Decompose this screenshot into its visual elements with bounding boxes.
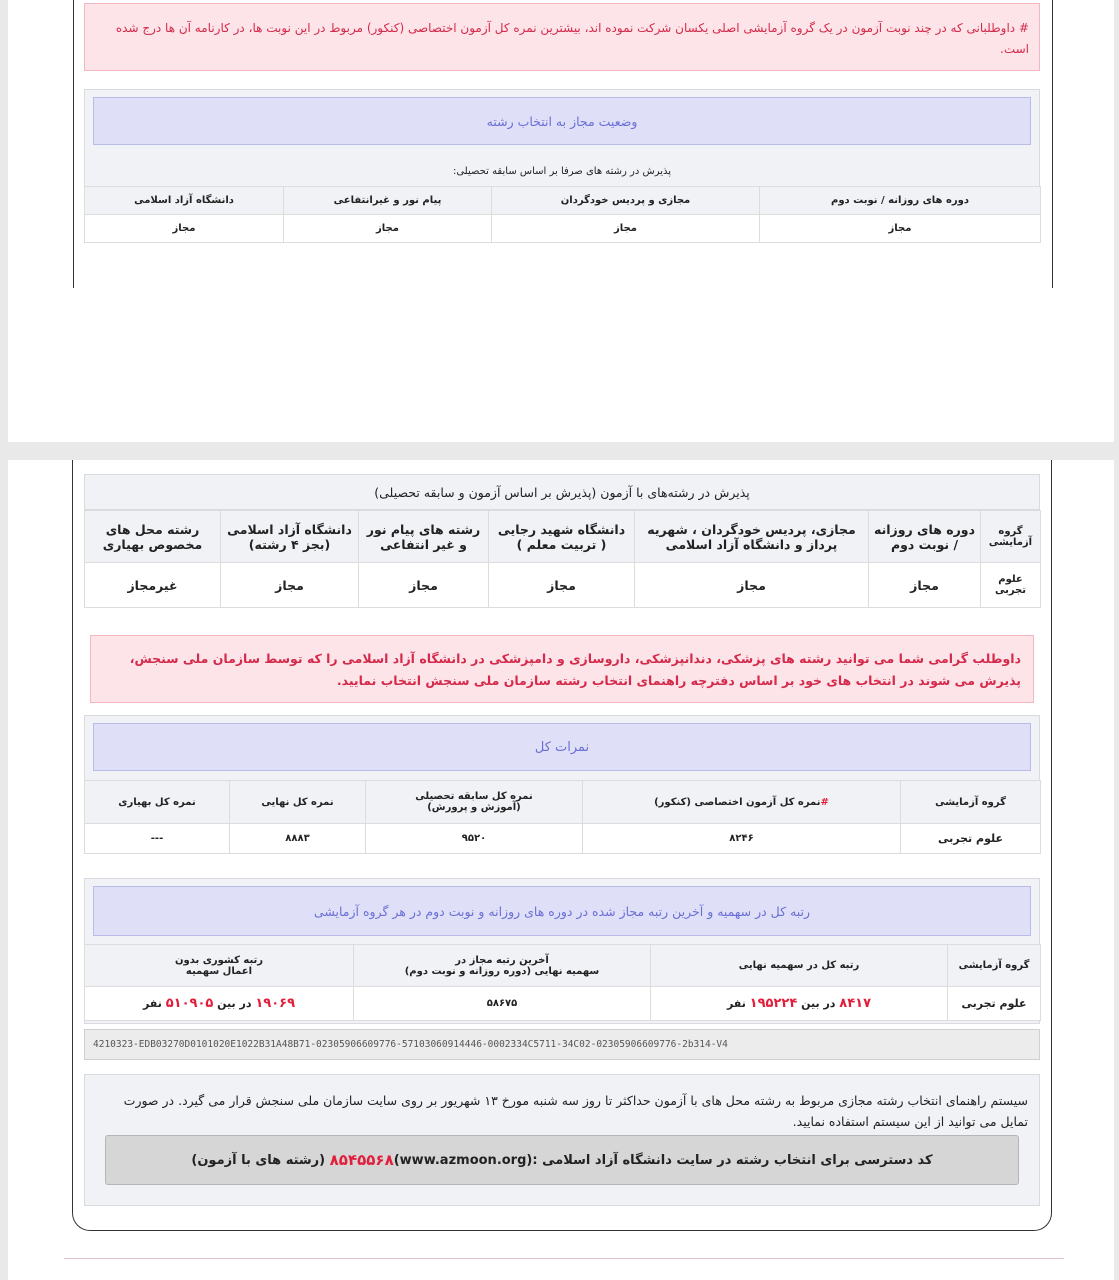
value-quota-rank <box>651 987 948 1021</box>
header-exam-score <box>583 781 901 824</box>
status-heading-text: وضعیت مجاز به انتخاب رشته <box>486 113 638 129</box>
value-group: علوم تجربی <box>948 987 1041 1021</box>
country-rank-unit: نفر <box>142 997 162 1010</box>
status-heading <box>93 97 1031 145</box>
table-header-row <box>85 187 1041 215</box>
header-group: گروه آزمایشی <box>901 781 1041 824</box>
header-exam-score-text: نمره کل آزمون اختصاصی (کنکور) <box>654 796 821 808</box>
value-group: علوم تجربی <box>901 824 1041 854</box>
value-virtual: مجاز <box>492 215 760 243</box>
value-final-score: ۸۸۸۳ <box>230 824 366 854</box>
header-country-rank <box>85 945 354 987</box>
value-rajaee: مجاز <box>489 563 635 608</box>
value-payamnoor: مجاز <box>284 215 492 243</box>
scores-heading <box>93 723 1031 771</box>
table-row <box>85 215 1041 243</box>
header-azad: دانشگاه آزاد اسلامی <box>85 187 284 215</box>
header-last-line1: آخرین رتبه مجاز در <box>455 954 549 966</box>
tracking-code: 4210323-EDB03270D0101020E1022B31A48B71-02305906609776-57103060914446-0002334C5711-34C02-02305906609776-2b314-V4 <box>93 1039 728 1050</box>
header-nursing-score: نمره کل بهیاری <box>85 781 230 824</box>
value-daily: مجاز <box>760 215 1041 243</box>
value-daily: مجاز <box>869 563 981 608</box>
value-group: علوم تجربی <box>981 563 1041 608</box>
value-nursing: غیرمجاز <box>85 563 221 608</box>
header-azad-except: دانشگاه آزاد اسلامی (بجز ۴ رشته) <box>221 511 359 563</box>
report-page-1 <box>8 0 1114 442</box>
table-header-row <box>85 781 1041 824</box>
country-rank-number: ۱۹۰۶۹ <box>255 996 296 1011</box>
quota-rank-number: ۸۴۱۷ <box>839 996 872 1011</box>
country-rank-total: ۵۱۰۹۰۵ <box>165 996 214 1011</box>
header-final-score: نمره کل نهایی <box>230 781 366 824</box>
table-row <box>85 563 1041 608</box>
ranks-table <box>84 944 1041 1021</box>
value-azad-except: مجاز <box>221 563 359 608</box>
record-admission-caption-text: پذیرش در رشته های صرفا بر اساس سابقه تحصیلی: <box>452 165 672 177</box>
header-quota-rank: رتبه کل در سهمیه نهایی <box>651 945 948 987</box>
page-bottom-divider <box>64 1258 1064 1259</box>
exam-score-marker: # <box>820 796 829 808</box>
header-last-rank <box>354 945 651 987</box>
value-azad: مجاز <box>85 215 284 243</box>
header-virtual-azad: مجازی، پردیس خودگردان ، شهریه پرداز و دانشگاه آزاد اسلامی <box>635 511 869 563</box>
exam-admission-table <box>84 510 1041 608</box>
exam-admission-caption <box>84 474 1040 510</box>
header-payamnoor: پیام نور و غیرانتفاعی <box>284 187 492 215</box>
quota-rank-total: ۱۹۵۲۲۴ <box>749 996 798 1011</box>
value-nursing-score: --- <box>85 824 230 854</box>
header-last-line2: سهمیه نهایی (دوره روزانه و نوبت دوم) <box>404 965 600 977</box>
header-daily: دوره های روزانه / نوبت دوم <box>869 511 981 563</box>
access-code-box <box>105 1135 1019 1185</box>
top-notice-text: # داوطلبانی که در چند نوبت آزمون در یک گروه آزمایشی اصلی یکسان شرکت نموده اند، بیشترین نمره کل آزمون اختصاصی (کنکور) مربوط در این نوبت ها، در کارنامه آن ها درج شده است. <box>115 21 1029 56</box>
guide-text <box>104 1090 1028 1132</box>
header-rajaee: دانشگاه شهید رجایی ( تربیت معلم ) <box>489 511 635 563</box>
table-header-row <box>85 511 1041 563</box>
table-row <box>85 987 1041 1021</box>
scores-heading-text: نمرات کل <box>534 739 590 755</box>
top-notice-alert <box>84 3 1040 71</box>
value-exam-score: ۸۲۴۶ <box>583 824 901 854</box>
country-rank-between: در بین <box>217 997 252 1010</box>
report-page-2 <box>8 460 1114 1280</box>
quota-rank-between: در بین <box>801 997 836 1010</box>
value-virtual-azad: مجاز <box>635 563 869 608</box>
value-last-rank: ۵۸۶۷۵ <box>354 987 651 1021</box>
header-group: گروه آزمایشی <box>981 511 1041 563</box>
value-country-rank <box>85 987 354 1021</box>
record-admission-table <box>84 186 1041 243</box>
record-admission-caption <box>84 156 1040 186</box>
header-country-line1: رتبه کشوری بدون <box>174 954 264 966</box>
table-header-row <box>85 945 1041 987</box>
header-daily: دوره های روزانه / نوبت دوم <box>760 187 1041 215</box>
guide-text-content: سیستم راهنمای انتخاب رشته مجازی مربوط به رشته محل های با آزمون حداکثر تا روز سه شنبه مورخ ۱۳ شهریور بر روی سایت سازمان ملی سنجش قرار می گیرد. در صورت تمایل می توانید از این سیستم استفاده نمایید. <box>123 1093 1028 1129</box>
value-payamnoor: مجاز <box>359 563 489 608</box>
access-code-suffix: (رشته های با آزمون) <box>191 1152 326 1168</box>
header-nursing: رشته محل های مخصوص بهیاری <box>85 511 221 563</box>
header-country-line2: اعمال سهمیه <box>185 965 253 977</box>
table-row <box>85 824 1041 854</box>
value-record-score: ۹۵۲۰ <box>366 824 583 854</box>
header-record-score <box>366 781 583 824</box>
quota-rank-unit: نفر <box>726 997 746 1010</box>
tracking-code-box <box>84 1029 1040 1060</box>
access-code-value: ۸۵۴۵۵۶۸ <box>329 1151 394 1169</box>
exam-admission-caption-text: پذیرش در رشته‌های با آزمون (پذیرش بر اساس آزمون و سابقه تحصیلی) <box>374 484 750 500</box>
header-group: گروه آزمایشی <box>948 945 1041 987</box>
medical-notice-text: داوطلب گرامی شما می توانید رشته های پزشکی، دندانپزشکی، داروسازی و دامپزشکی در دانشگاه آزاد اسلامی را که توسط سازمان ملی سنجش، پذیرش می شوند در انتخاب های خود بر اساس دفترچه راهنمای انتخاب رشته سازمان ملی سنجش انتخاب نمایید. <box>129 651 1021 688</box>
header-payamnoor: رشته های پیام نور و غیر انتفاعی <box>359 511 489 563</box>
header-record-line1: نمره کل سابقه تحصیلی <box>415 791 533 802</box>
medical-notice-alert <box>90 635 1034 703</box>
access-code-site: (www.azmoon.org): <box>393 1152 538 1168</box>
header-record-line2: (آموزش و پرورش) <box>427 802 521 813</box>
access-code-label: کد دسترسی برای انتخاب رشته در سایت دانشگاه آزاد اسلامی <box>542 1152 933 1168</box>
scores-table <box>84 780 1041 854</box>
header-virtual: مجازی و پردیس خودگردان <box>492 187 760 215</box>
ranks-heading <box>93 886 1031 936</box>
ranks-heading-text: رتبه کل در سهمیه و آخرین رتبه مجاز شده در دوره های روزانه و نوبت دوم در هر گروه آزمایشی <box>313 903 811 919</box>
